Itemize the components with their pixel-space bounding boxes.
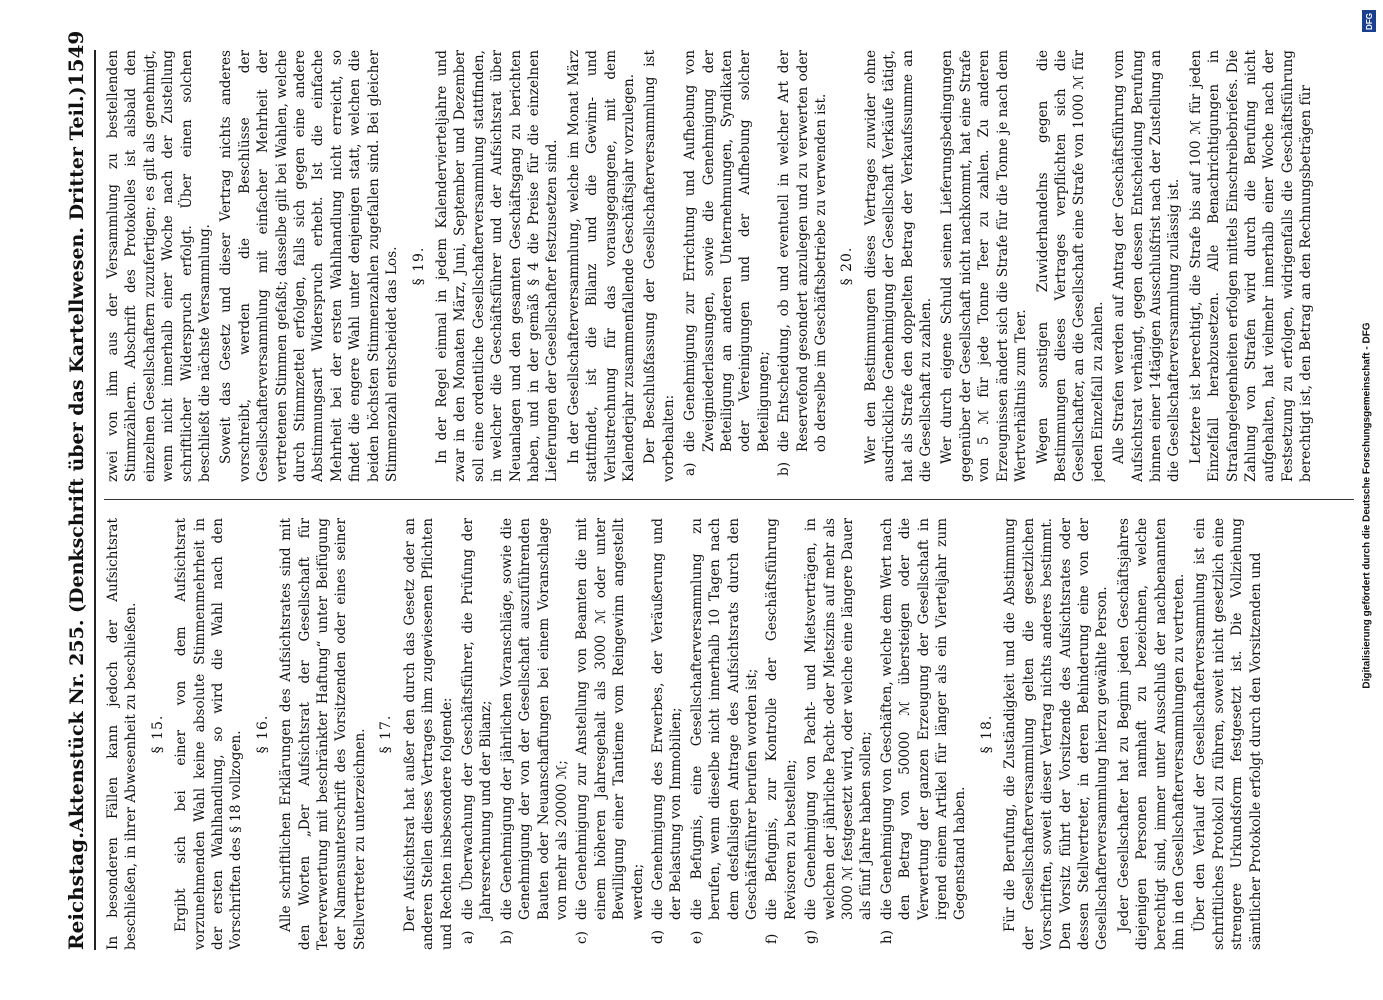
list-item: e) die Befugnis, eine Gesellschafterversammlung zu berufen, wenn dieselbe nicht innerhalb 10 Tagen nach dem desfallsigen Antrage des Aufsichtsrats durch den Geschäftsführer berufen worden ist; — [688, 518, 760, 944]
paragraph: Über den Verlauf der Gesellschafterversammlung ist ein schriftliches Protokoll zu führen, soweit nicht gesetzlich eine strengere Urkundsform festgesetzt ist. Die Vollziehung sämtlicher Protokolle erfolgt durch den Vorsitzenden und — [1192, 518, 1264, 950]
section-heading-17: § 17. — [378, 714, 395, 754]
list-item: b) die Genehmigung der jährlichen Voranschläge, sowie die Genehmigung der von der Gesellschaft auszuführenden Bauten oder Neuanschaffungen bei einem Voranschlage von mehr als 20000 ℳ; — [498, 518, 570, 944]
list-17 — [459, 518, 970, 950]
section-heading-15: § 15. — [149, 714, 166, 754]
column-divider — [104, 499, 1354, 500]
paragraph: Ergibt sich bei einer von dem Aufsichtsrat vorzunehmenden Wahl keine absolute Stimmenmehrheit in der ersten Wahlhandlung, so wird die Wahl nach den Vorschriften des § 18 vollzogen. — [173, 518, 245, 950]
section-heading-18: § 18. — [978, 714, 995, 754]
paragraph: Der Beschlußfassung der Gesellschafterversammlung ist vorbehalten: — [642, 50, 677, 482]
paragraph: zwei von ihm aus der Versammlung zu bestellenden Stimmzählern. Abschrift des Protokolles ist alsbald den einzelnen Gesellschaftern zuzufertigen; es gilt als genehmigt, wenn nicht innerhalb einer Woche nach der Zustellung schriftlicher Widerspruch erfolgt. Über einen solchen beschließt die nächste Versammlung. — [105, 50, 214, 482]
section-heading-20: § 20. — [839, 246, 856, 286]
right-column — [104, 50, 1364, 482]
header-left: Reichstag. — [64, 831, 88, 950]
list-item: b) die Entscheidung, ob und eventuell in welcher Art der Reservefond gesondert anzulegen und zu verwerten oder ob derselbe im Geschäftsbetriebe zu verwenden ist. — [776, 50, 830, 476]
paragraph: In der Regel einmal in jedem Kalendervierteljahre und zwar in den Monaten März, Juni, September und Dezember soll eine ordentliche Gesellschafterversammlung stattfinden, in welcher die Geschäftsführer und der Aufsichtsrat über Neuanlagen und den gesamten Geschäftsgang zu berichten haben, und in der gemäß § 4 die Preise für die einzelnen Lieferungen der Gesellschafter festzusetzen sind. — [433, 50, 561, 482]
list-item: c) die Genehmigung zur Anstellung von Beamten die mit einem höheren Jahresgehalt als 3000 ℳ oder unter Bewilligung einer Tantieme vom Reingewinn angestellt werden; — [574, 518, 646, 944]
rotated-page-content — [64, 30, 1374, 950]
paragraph: Wer den Bestimmungen dieses Vertrages zuwider ohne ausdrückliche Genehmigung der Gesellschaft Verkäufe tätigt, hat als Strafe den doppelten Betrag der Verkaufssumme an die Gesellschaft zu zahlen. — [862, 50, 935, 482]
list-item: d) die Genehmigung des Erwerbes, der Veräußerung und der Belastung von Immobilien; — [649, 518, 685, 944]
digitization-note-text: Digitalisierung gefördert durch die Deutsche Forschungsgemeinschaft - DFG — [1361, 321, 1373, 689]
section-heading-16: § 16. — [254, 714, 271, 754]
list-item: a) die Genehmigung zur Errichtung und Aufhebung von Zweigniederlassungen, sowie die Genehmigung der Beteiligung an anderen Unternehmungen, Syndikaten oder Vereinigungen und der Aufhebung solcher Beteiligungen; — [682, 50, 772, 476]
left-column — [104, 518, 1364, 950]
paragraph: Wer durch eigene Schuld seinen Lieferungsbedingungen gegenüber der Gesellschaft nicht nachkommt, hat eine Strafe von 5 ℳ für jede Tonne Teer zu zahlen. Zu anderen Erzeugnissen ändert sich die Strafe für die Tonne je nach dem Wertverhältnis zum Teer. — [939, 50, 1030, 482]
paragraph: Alle schriftlichen Erklärungen des Aufsichtsrates sind mit den Worten „Der Aufsichtsrat der Gesellschaft für Teerverwertung mit beschränkter Haftung“ unter Beifügung der Namensunterschrift des Vorsitzenden oder eines seiner Stellvertreter zu unterzeichnen. — [278, 518, 368, 950]
digitization-note — [1352, 10, 1382, 1000]
list-item: f) die Befugnis, zur Kontrolle der Geschäftsführung Revisoren zu bestellen; — [764, 518, 799, 944]
list-19 — [681, 50, 830, 482]
paragraph: Jeder Gesellschafter hat zu Beginn jeden Geschäftsjahres diejenigen Personen namhaft zu bezeichnen, welche berechtigt sind, immer unter Ausschluß der nachbenannten ihn in den Gesellschafterversammlungen zu vertreten. — [1115, 518, 1187, 950]
dfg-logo: DFG — [1362, 10, 1376, 32]
section-heading-19: § 19. — [410, 246, 427, 286]
paragraph: In der Gesellschafterversammlung, welche im Monat März stattfindet, ist die Bilanz und die Gewinn- und Verlustrechnung für das vorausgegangene, mit dem Kalenderjahr zusammenfallende Geschäftsjahr vorzulegen. — [565, 50, 637, 482]
paragraph: Letztere ist berechtigt, die Strafe bis auf 100 ℳ für jeden Einzelfall herabzusetzen. Alle Benachrichtigungen in Strafangelegenheiten erfolgen mittels Einschreibebriefes. Die Zahlung von Strafen wird durch die Berufung nicht aufgehalten, hat vielmehr innerhalb einer Woche nach der Festsetzung zu erfolgen, widrigenfalls die Geschäftsführung berechtigt ist, den Betrag an den Rechnungsbeträgen für — [1187, 50, 1315, 482]
paragraph: Der Aufsichtsrat hat außer den durch das Gesetz oder an anderen Stellen dieses Vertrages ihm zugewiesenen Pflichten und Rechten insbesondere folgende: — [401, 518, 455, 950]
paragraph: In besonderen Fällen kann jedoch der Aufsichtsrat beschließen, in ihrer Abwesenheit zu beschließen. — [105, 518, 140, 950]
header-middle: Aktenstück Nr. 255. (Denkschrift über das Kartellwesen. Dritter Teil.) — [66, 86, 88, 832]
page-header — [64, 30, 96, 950]
paragraph: Soweit das Gesetz und dieser Vertrag nichts anderes vorschreibt, werden die Beschlüsse der Gesellschafterversammlung mit einfacher Mehrheit der vertretenen Stimmen gefaßt; dasselbe gilt bei Wahlen, welche durch Stimmzettel erfolgen, falls sich gegen eine andere Abstimmungsart Widerspruch erhebt. Ist die einfache Mehrheit bei der ersten Wahlhandlung nicht erreicht, so findet die engere Wahl unter denjenigen statt, welchen die beiden höchsten Stimmenzahlen zugefallen sind. Bei gleicher Stimmenzahl entscheidet das Los. — [218, 50, 401, 482]
page-number: 1549 — [64, 30, 88, 87]
paragraph: Alle Strafen werden auf Antrag der Geschäftsführung vom Aufsichtsrat verhängt, gegen dessen Entscheidung Berufung binnen einer 14tägigen Ausschlußfrist nach der Zustellung an die Gesellschafterversammlung zulässig ist. — [1111, 50, 1183, 482]
list-item: g) die Genehmigung von Pacht- und Mietsverträgen, in welchen der jährliche Pacht- oder Mietszins auf mehr als 3000 ℳ festgesetzt wird, oder welche eine längere Dauer als fünf Jahre haben sollen; — [803, 518, 875, 944]
paragraph: Wegen sonstigen Zuwiderhandelns gegen die Bestimmungen dieses Vertrages verpflichten sich die Gesellschafter, an die Gesellschaft eine Strafe von 1000 ℳ für jeden Einzelfall zu zahlen. — [1034, 50, 1106, 482]
paragraph: Für die Berufung, die Zuständigkeit und die Abstimmung der Gesellschafterversammlung gelten die gesetzlichen Vorschriften, soweit dieser Vertrag nichts anderes bestimmt. Den Vorsitz führt der Vorsitzende des Aufsichtsrates oder dessen Stellvertreter, in deren Behinderung eine von der Gesellschafterversammlung hierzu gewählte Person. — [1002, 518, 1111, 950]
list-item: h) die Genehmigung von Geschäften, welche dem Wert nach den Betrag von 50000 ℳ übersteigen oder die Verwertung der ganzen Erzeugung der Gesellschaft in irgend einem Artikel für länger als ein Vierteljahr zum Gegenstand haben. — [878, 518, 969, 944]
list-item: a) die Überwachung der Geschäftsführer, die Prüfung der Jahresrechnung und der Bilanz; — [459, 518, 495, 944]
